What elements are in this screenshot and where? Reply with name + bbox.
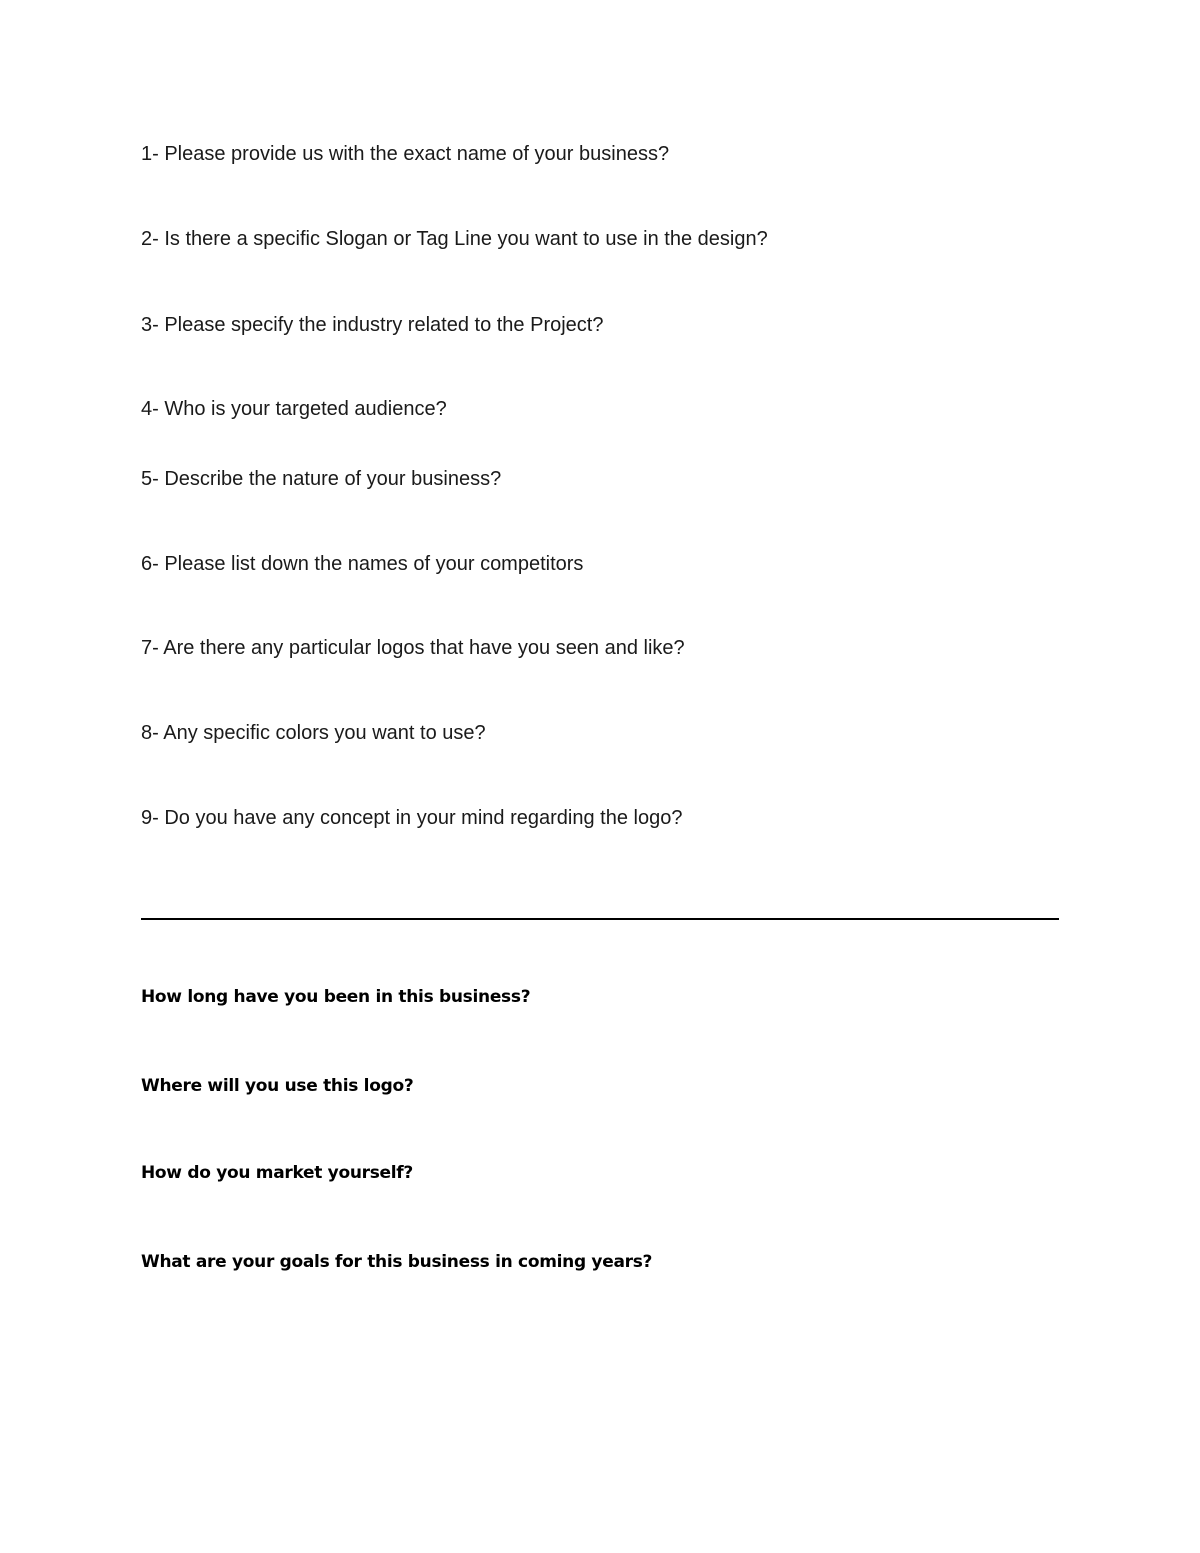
question-6: 6- Please list down the names of your competitors xyxy=(141,553,584,575)
bold-question-2: Where will you use this logo? xyxy=(141,1076,414,1096)
horizontal-divider xyxy=(141,918,1059,920)
question-9: 9- Do you have any concept in your mind regarding the logo? xyxy=(141,807,683,829)
bold-question-1: How long have you been in this business? xyxy=(141,987,531,1007)
question-5: 5- Describe the nature of your business? xyxy=(141,468,502,490)
question-2: 2- Is there a specific Slogan or Tag Line you want to use in the design? xyxy=(141,228,768,250)
bold-question-3: How do you market yourself? xyxy=(141,1163,413,1183)
question-7: 7- Are there any particular logos that have you seen and like? xyxy=(141,637,685,659)
question-8: 8- Any specific colors you want to use? xyxy=(141,722,486,744)
question-3: 3- Please specify the industry related to the Project? xyxy=(141,314,604,336)
question-4: 4- Who is your targeted audience? xyxy=(141,398,447,420)
bold-question-4: What are your goals for this business in coming years? xyxy=(141,1252,653,1272)
question-1: 1- Please provide us with the exact name of your business? xyxy=(141,143,670,165)
